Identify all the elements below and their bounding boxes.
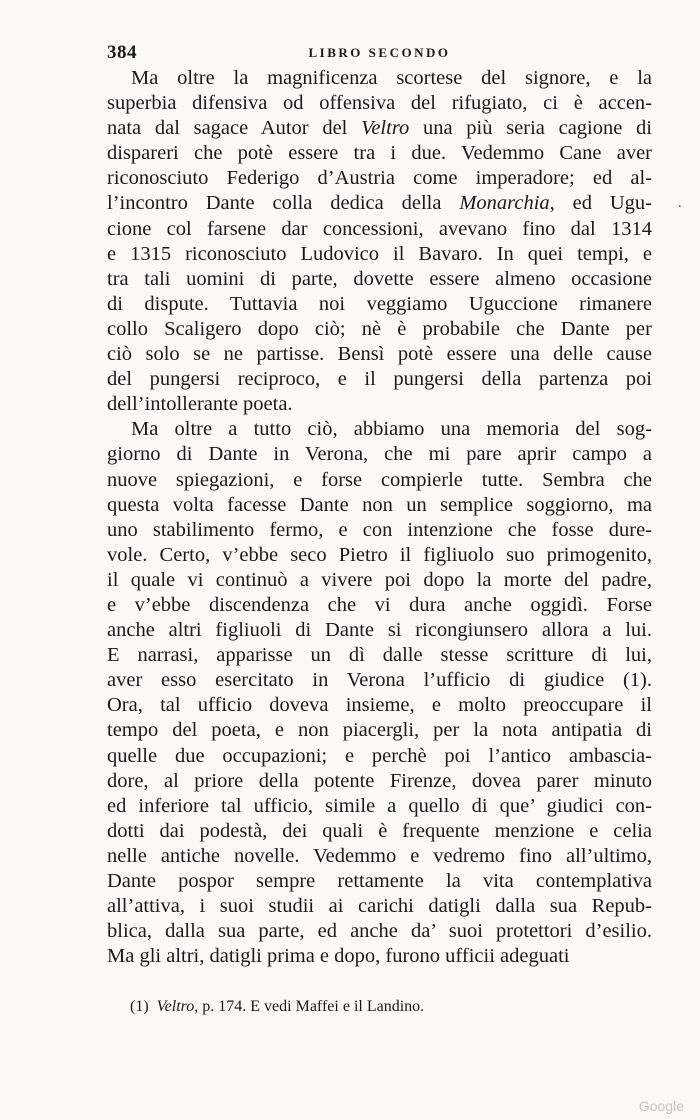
- text-line: [107, 66, 652, 91]
- stray-mark: .: [678, 196, 682, 211]
- text-segment: il quale vi continuò a vivere poi dopo la morte del padre,: [107, 568, 652, 591]
- text-segment: dell’intollerante poeta.: [107, 393, 293, 416]
- body-text: [107, 66, 652, 969]
- text-segment: e 1315 riconosciuto Ludovico il Bavaro. In quei tempi, e: [107, 242, 652, 265]
- text-segment: uno stabilimento fermo, e con intenzione che fosse dure-: [107, 518, 652, 541]
- text-line: [107, 844, 652, 869]
- running-title: LIBRO SECONDO: [308, 45, 451, 60]
- text-line: [107, 217, 652, 242]
- text-line: [107, 116, 652, 141]
- text-line: [107, 141, 652, 166]
- text-segment: di dispute. Tuttavia noi veggiamo Uguccione rimanere: [107, 292, 652, 315]
- text-line: [107, 819, 652, 844]
- text-segment: cione col farsene dar concessioni, avevano fino dal 1314: [107, 217, 652, 240]
- text-segment: Ma gli altri, datigli prima e dopo, furono ufficii adeguati: [107, 945, 570, 968]
- text-segment: nata dal sagace Autor del: [107, 117, 362, 140]
- text-segment: nelle antiche novelle. Vedemmo e vedremo fino all’ultimo,: [107, 844, 652, 867]
- text-line: [107, 342, 652, 367]
- text-segment: dotti dai podestà, dei quali è frequente menzione e celia: [107, 819, 652, 842]
- footnote-number: (1): [130, 998, 149, 1015]
- text-segment: anche altri figliuoli di Dante si ricongiunsero allora a lui.: [107, 619, 652, 642]
- text-segment: vole. Certo, v’ebbe seco Pietro il figliuolo suo primogenito,: [107, 543, 652, 566]
- text-line: [107, 668, 652, 693]
- text-line: [107, 442, 652, 467]
- text-line: [107, 91, 652, 116]
- text-line: [107, 191, 652, 216]
- text-segment: aver esso esercitato in Verona l’ufficio di giudice (1).: [107, 669, 652, 692]
- text-line: [107, 769, 652, 794]
- page-number: 384: [107, 42, 137, 63]
- text-segment: collo Scaligero dopo ciò; nè è probabile che Dante per: [107, 317, 652, 340]
- text-line: [107, 643, 652, 668]
- text-segment: ed inferiore tal ufficio, simile a quello di que’ giudici con-: [107, 794, 652, 817]
- italic-title: Veltro: [361, 117, 410, 140]
- text-segment: e v’ebbe discendenza che vi dura anche oggidì. Forse: [107, 593, 652, 616]
- text-line: [107, 242, 652, 267]
- text-line: [107, 919, 652, 944]
- text-line: [107, 543, 652, 568]
- text-line: [107, 593, 652, 618]
- watermark: Google: [638, 1098, 684, 1114]
- text-line: [107, 794, 652, 819]
- footnote: [130, 998, 424, 1016]
- text-line: [107, 944, 652, 969]
- text-line: [107, 618, 652, 643]
- text-segment: tra tali uomini di parte, dovette essere almeno occasione: [107, 267, 652, 290]
- text-segment: superbia difensiva od offensiva del rifugiato, ci è accen-: [107, 92, 652, 115]
- footnote-text: , p. 174. E vedi Maffei e il Landino.: [194, 998, 425, 1015]
- text-segment: Dante pospor sempre rettamente la vita contemplativa: [107, 870, 652, 892]
- text-line: [107, 468, 652, 493]
- text-line: [107, 166, 652, 191]
- text-segment: quelle due occupazioni; e perchè poi l’antico ambascia-: [107, 744, 652, 767]
- text-line: [107, 317, 652, 342]
- text-line: [107, 718, 652, 743]
- text-line: [107, 869, 652, 894]
- text-segment: dispareri che potè essere tra i due. Vedemmo Cane aver: [107, 142, 652, 165]
- text-segment: Ma oltre la magnificenza scortese del signore, e la: [131, 67, 652, 89]
- text-segment: giorno di Dante in Verona, che mi pare aprir campo a: [107, 443, 652, 466]
- text-segment: questa volta facesse Dante non un semplice soggiorno, ma: [107, 493, 652, 516]
- text-segment: una più seria cagione di: [409, 117, 652, 140]
- text-line: [107, 693, 652, 718]
- text-line: [107, 417, 652, 442]
- text-segment: all’attiva, i suoi studii ai carichi datigli dalla sua Repub-: [107, 895, 652, 918]
- text-line: [107, 568, 652, 593]
- italic-title: Monarchia: [459, 192, 550, 215]
- text-segment: riconosciuto Federigo d’Austria come imperadore; ed al-: [107, 167, 652, 190]
- text-segment: blica, dalla sua parte, ed anche da’ suoi protettori d’esilio.: [107, 920, 652, 943]
- text-segment: tempo del poeta, e non piacergli, per la nota antipatia di: [107, 719, 652, 742]
- text-line: [107, 392, 652, 417]
- text-line: [107, 744, 652, 769]
- text-line: [107, 367, 652, 392]
- text-line: [107, 267, 652, 292]
- text-segment: nuove spiegazioni, e forse compierle tutte. Sembra che: [107, 468, 652, 491]
- text-line: [107, 518, 652, 543]
- text-line: [107, 493, 652, 518]
- text-segment: l’incontro Dante colla dedica della: [107, 192, 460, 215]
- text-segment: E narrasi, apparisse un dì dalle stesse scritture di lui,: [107, 644, 652, 667]
- footnote-italic: Veltro: [156, 998, 195, 1015]
- text-segment: Ma oltre a tutto ciò, abbiamo una memoria del sog-: [131, 418, 652, 441]
- running-head: [107, 42, 652, 66]
- text-segment: ciò solo se ne partisse. Bensì potè essere una delle cause: [107, 343, 652, 366]
- text-segment: Ora, tal ufficio doveva insieme, e molto preoccupare il: [107, 694, 652, 717]
- text-line: [107, 894, 652, 919]
- text-segment: del pungersi reciproco, e il pungersi della partenza poi: [107, 368, 652, 391]
- text-segment: dore, al priore della potente Firenze, dovea parer minuto: [107, 769, 652, 792]
- text-segment: , ed Ugu-: [549, 192, 652, 215]
- text-line: [107, 292, 652, 317]
